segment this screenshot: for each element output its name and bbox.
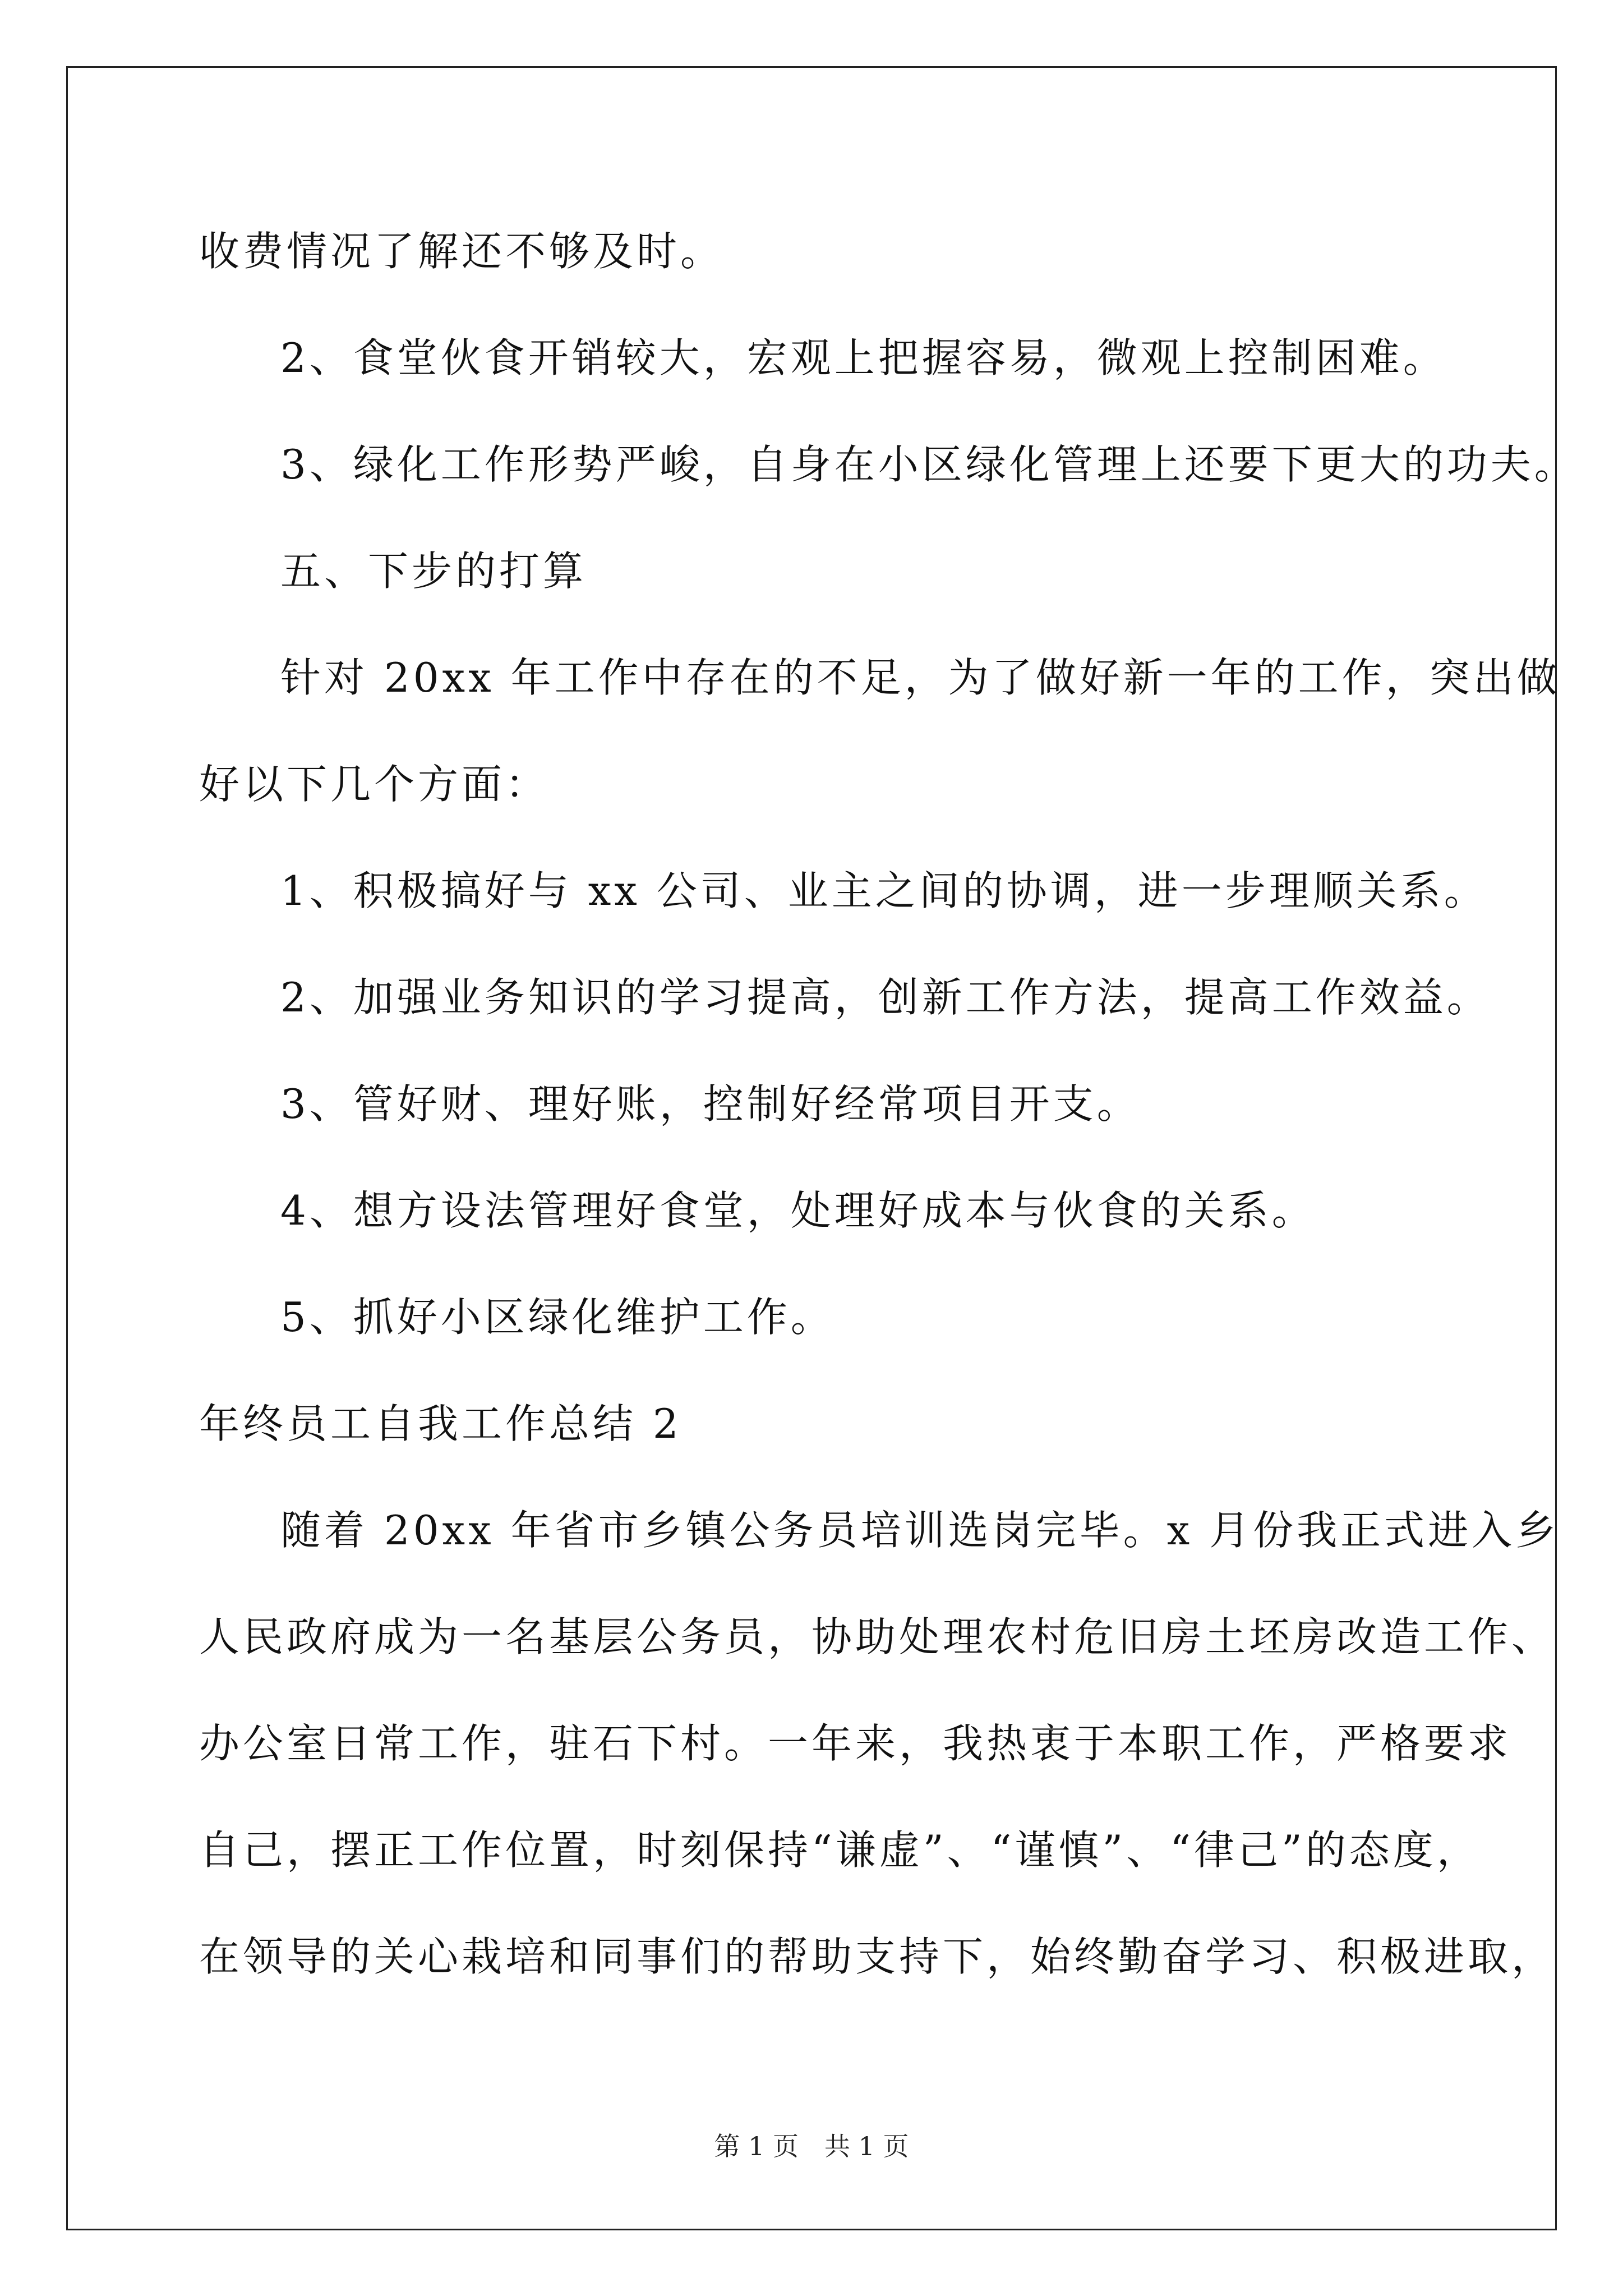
text-line: 收费情况了解还不够及时。 <box>199 228 725 275</box>
section-heading: 五、下步的打算 <box>280 547 587 595</box>
text-line: 2、加强业务知识的学习提高，创新工作方法，提高工作效益。 <box>280 974 1491 1021</box>
text-line: 自己，摆正工作位置，时刻保持“谦虚”、“谨慎”、“律己”的态度， <box>199 1826 1481 1874</box>
text-line: 针对 20xx 年工作中存在的不足，为了做好新一年的工作，突出做 <box>280 654 1561 701</box>
text-line: 4、想方设法管理好食堂，处理好成本与伙食的关系。 <box>280 1187 1316 1234</box>
text-line: 1、积极搞好与 xx 公司、业主之间的协调，进一步理顺关系。 <box>280 867 1488 914</box>
document-title: 年终员工自我工作总结 2 <box>199 1400 682 1447</box>
text-line: 2、食堂伙食开销较大，宏观上把握容易，微观上控制困难。 <box>280 334 1447 381</box>
text-line: 3、绿化工作形势严峻，自身在小区绿化管理上还要下更大的功夫。 <box>280 441 1578 488</box>
text-line: 3、管好财、理好账，控制好经常项目开支。 <box>280 1080 1141 1128</box>
text-line: 办公室日常工作，驻石下村。一年来，我热衷于本职工作，严格要求 <box>199 1720 1512 1767</box>
text-line: 随着 20xx 年省市乡镇公务员培训选岗完毕。x 月份我正式进入乡 <box>280 1507 1560 1554</box>
text-line: 好以下几个方面： <box>199 761 550 808</box>
page-border <box>66 66 1560 2230</box>
text-line: 人民政府成为一名基层公务员，协助处理农村危旧房土坯房改造工作、 <box>199 1613 1556 1660</box>
text-line: 在领导的关心栽培和同事们的帮助支持下，始终勤奋学习、积极进取， <box>199 1933 1556 1980</box>
text-line: 5、抓好小区绿化维护工作。 <box>280 1294 834 1341</box>
page-footer: 第 1 页 共 1 页 <box>714 2131 909 2161</box>
